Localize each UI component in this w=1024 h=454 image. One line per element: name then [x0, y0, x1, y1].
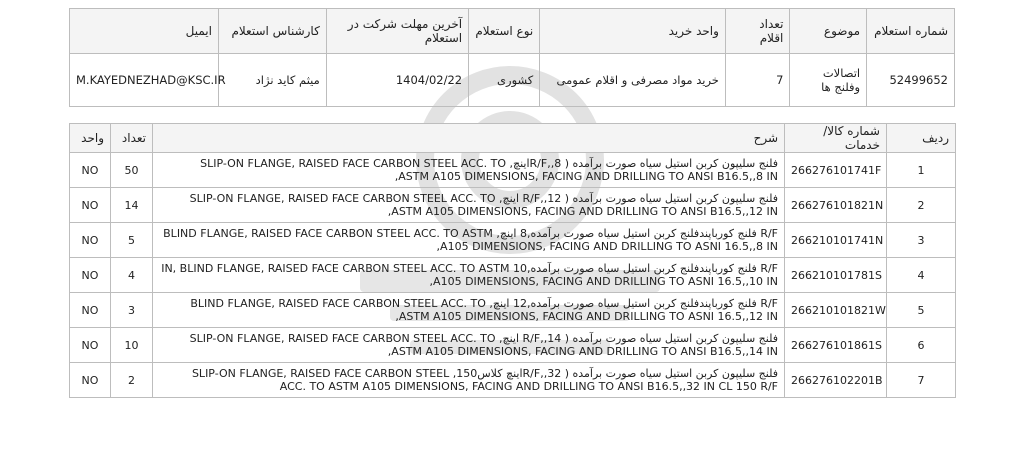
description-cell [153, 363, 785, 398]
table-row [70, 153, 956, 188]
item-code-cell: 266210101741N [785, 223, 887, 258]
unit-cell: NO [70, 188, 111, 223]
description-line-2: A105 DIMENSIONS, FACING AND DRILLING TO ASNI 16.5,,10 IN, [429, 275, 778, 288]
tender-number-value: 52499652 [867, 54, 955, 107]
description-line-1: R/F فلنج کورباپندفلنج کربن استیل سیاه صورت برآمده,8 اینچ, BLIND FLANGE, RAISED FACE CARBON STEEL ACC. TO ASTM [163, 227, 778, 240]
description-cell [153, 153, 785, 188]
description-line-1: R/F فلنج کورباپندفلنج کربن استیل سیاه صورت برآمده,10 IN, BLIND FLANGE, RAISED FACE CARBON STEEL ACC. TO ASTM [161, 262, 778, 275]
description-line-2: ASTM A105 DIMENSIONS, FACING AND DRILLING TO ANSI B16.5,,8 IN, [394, 170, 778, 183]
col-purchase-unit: واحد خرید [540, 9, 726, 54]
description-line-1: فلنج سلیپون کربن استیل سیاه صورت برآمده ( 14,,R/F اینچ, SLIP-ON FLANGE, RAISED FACE CARBON STEEL ACC. TO [189, 332, 778, 345]
col-email: ایمیل [70, 9, 219, 54]
item-code-cell: 266276101741F [785, 153, 887, 188]
qty-cell: 10 [111, 328, 153, 363]
qty-cell: 3 [111, 293, 153, 328]
description-line-2: ASTM A105 DIMENSIONS, FACING AND DRILLING TO ASNI 16.5,,12 IN, [395, 310, 778, 323]
col-description: شرح [153, 124, 785, 153]
header-table-value-row [70, 54, 955, 107]
col-item-code: شماره کالا/خدمات [785, 124, 887, 153]
tender-header-table [69, 8, 955, 107]
table-row [70, 258, 956, 293]
qty-cell: 4 [111, 258, 153, 293]
table-row [70, 328, 956, 363]
col-tender-number: شماره استعلام [867, 9, 955, 54]
unit-cell: NO [70, 153, 111, 188]
item-code-cell: 266210101821W [785, 293, 887, 328]
description-line-2: A105 DIMENSIONS, FACING AND DRILLING TO ASNI 16.5,,8 IN, [436, 240, 778, 253]
col-qty: تعداد [111, 124, 153, 153]
col-row-number: ردیف [887, 124, 956, 153]
row-number-cell: 6 [887, 328, 956, 363]
item-code-cell: 266210101781S [785, 258, 887, 293]
email-value: M.KAYEDNEZHAD@KSC.IR [70, 54, 219, 107]
item-count-value: 7 [725, 54, 789, 107]
deadline-value: 1404/02/22 [326, 54, 468, 107]
unit-cell: NO [70, 328, 111, 363]
description-cell [153, 223, 785, 258]
item-code-cell: 266276101861S [785, 328, 887, 363]
table-row [70, 188, 956, 223]
row-number-cell: 5 [887, 293, 956, 328]
col-item-count: تعداد اقلام [725, 9, 789, 54]
row-number-cell: 2 [887, 188, 956, 223]
unit-cell: NO [70, 258, 111, 293]
col-deadline: آخرین مهلت شرکت در استعلام [326, 9, 468, 54]
table-row [70, 223, 956, 258]
qty-cell: 14 [111, 188, 153, 223]
item-code-cell: 266276102201B [785, 363, 887, 398]
qty-cell: 5 [111, 223, 153, 258]
items-table [69, 123, 956, 398]
unit-cell: NO [70, 293, 111, 328]
col-expert: کارشناس استعلام [218, 9, 326, 54]
unit-cell: NO [70, 223, 111, 258]
description-cell [153, 258, 785, 293]
description-line-2: ACC. TO ASTM A105 DIMENSIONS, FACING AND DRILLING TO ANSI B16.5,,32 IN CL 150 R/F [279, 380, 778, 393]
col-type: نوع استعلام [469, 9, 540, 54]
description-line-2: ASTM A105 DIMENSIONS, FACING AND DRILLING TO ANSI B16.5,,12 IN, [387, 205, 778, 218]
description-cell [153, 328, 785, 363]
row-number-cell: 3 [887, 223, 956, 258]
qty-cell: 50 [111, 153, 153, 188]
subject-value: اتصالات وفلنج ها [790, 54, 867, 107]
col-subject: موضوع [790, 9, 867, 54]
qty-cell: 2 [111, 363, 153, 398]
description-line-1: R/F فلنج کورباپندفلنج کربن استیل سیاه صورت برآمده,12 اینچ, BLIND FLANGE, RAISED FACE CARBON STEEL ACC. TO [190, 297, 778, 310]
row-number-cell: 1 [887, 153, 956, 188]
table-row [70, 293, 956, 328]
description-line-1: فلنج سلیپون کربن استیل سیاه صورت برآمده ( 12,,R/F اینچ, SLIP-ON FLANGE, RAISED FACE CARBON STEEL ACC. TO [189, 192, 778, 205]
description-line-1: فلنج سلیپون کربن استیل سیاه صورت برآمده ( 32,,R/Fاینچ کلاس150, SLIP-ON FLANGE, RAISED FACE CARBON STEEL [191, 367, 778, 380]
description-cell [153, 188, 785, 223]
description-line-1: فلنج سلیپون کربن استیل سیاه صورت برآمده ( 8,,R/Fاینچ, SLIP-ON FLANGE, RAISED FACE CARBON STEEL ACC. TO [200, 157, 778, 170]
items-table-head-row [70, 124, 956, 153]
purchase-unit-value: خرید مواد مصرفی و اقلام عمومی [540, 54, 726, 107]
row-number-cell: 4 [887, 258, 956, 293]
table-row [70, 363, 956, 398]
unit-cell: NO [70, 363, 111, 398]
header-table-head-row [70, 9, 955, 54]
description-cell [153, 293, 785, 328]
type-value: کشوری [469, 54, 540, 107]
item-code-cell: 266276101821N [785, 188, 887, 223]
description-line-2: ASTM A105 DIMENSIONS, FACING AND DRILLING TO ANSI B16.5,,14 IN, [387, 345, 778, 358]
expert-value: میثم کاید نژاد [218, 54, 326, 107]
row-number-cell: 7 [887, 363, 956, 398]
col-unit: واحد [70, 124, 111, 153]
